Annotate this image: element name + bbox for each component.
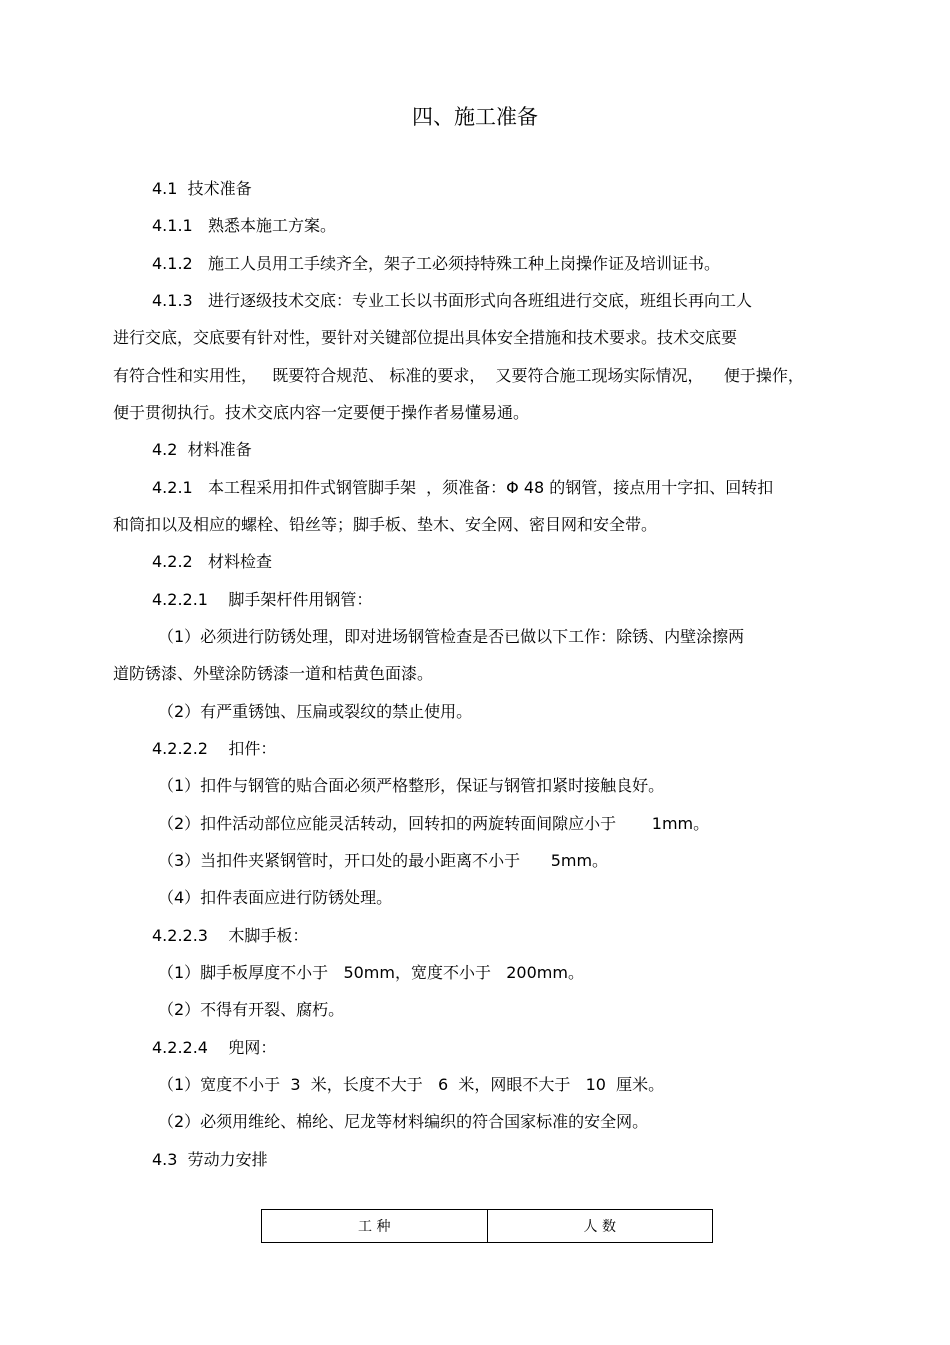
page-title: 四、施工准备 (412, 105, 538, 129)
text-line: 4.2.2.2 扣件： (152, 739, 277, 758)
text-line: （2）不得有开裂、腐朽。 (158, 1000, 345, 1019)
text-line: 4.2.2.3 木脚手板： (152, 926, 309, 945)
text-line: 4.1.2 施工人员用工手续齐全，架子工必须持特殊工种上岗操作证及培训证书。 (152, 254, 720, 273)
text-line: （4）扣件表面应进行防锈处理。 (158, 888, 393, 907)
text-line: （2）扣件活动部位应能灵活转动，回转扣的两旋转面间隙应小于 1mm。 (158, 814, 710, 833)
text-line: 4.3 劳动力安排 (152, 1150, 268, 1169)
text-line: 和筒扣以及相应的螺栓、铅丝等；脚手板、垫木、安全网、密目网和安全带。 (113, 515, 658, 534)
text-line: 4.2.2.4 兜网： (152, 1038, 277, 1057)
table-header-row (262, 1210, 713, 1243)
table-header-count: 人 数 (487, 1210, 713, 1243)
text-line: 4.1.1 熟悉本施工方案。 (152, 216, 336, 235)
text-line: （1）脚手板厚度不小于 50mm，宽度不小于 200mm。 (158, 963, 584, 982)
text-line: （2）有严重锈蚀、压扁或裂纹的禁止使用。 (158, 702, 473, 721)
text-line: 4.2 材料准备 (152, 440, 252, 459)
text-line: 便于贯彻执行。技术交底内容一定要便于操作者易懂易通。 (113, 403, 530, 422)
text-line: （1）宽度不小于 3 米，长度不大于 6 米，网眼不大于 10 厘米。 (158, 1075, 665, 1094)
text-line: 有符合性和实用性， 既要符合规范、 标准的要求， 又要符合施工现场实际情况， 便于操作， (113, 366, 804, 385)
text-line: （3）当扣件夹紧钢管时，开口处的最小距离不小于 5mm。 (158, 851, 609, 870)
text-line: 道防锈漆、外壁涂防锈漆一道和桔黄色面漆。 (113, 664, 434, 683)
text-line: 4.1 技术准备 (152, 179, 252, 198)
text-line: （1）扣件与钢管的贴合面必须严格整形，保证与钢管扣紧时接触良好。 (158, 776, 665, 795)
text-line: 4.2.1 本工程采用扣件式钢管脚手架 ，须准备：Φ 48 的钢管，接点用十字扣、回转扣 (152, 478, 774, 497)
text-line: （2）必须用维纶、棉纶、尼龙等材料编织的符合国家标准的安全网。 (158, 1112, 649, 1131)
labor-table (261, 1209, 713, 1243)
text-line: 进行交底，交底要有针对性，要针对关键部位提出具体安全措施和技术要求。技术交底要 (113, 328, 738, 347)
text-line: 4.2.2.1 脚手架杆件用钢管： (152, 590, 373, 609)
table-header-trade: 工 种 (262, 1210, 488, 1243)
text-line: （1）必须进行防锈处理，即对进场钢管检查是否已做以下工作：除锈、内壁涂擦两 (158, 627, 745, 646)
text-line: 4.2.2 材料检查 (152, 552, 272, 571)
text-line: 4.1.3 进行逐级技术交底：专业工长以书面形式向各班组进行交底，班组长再向工人 (152, 291, 752, 310)
